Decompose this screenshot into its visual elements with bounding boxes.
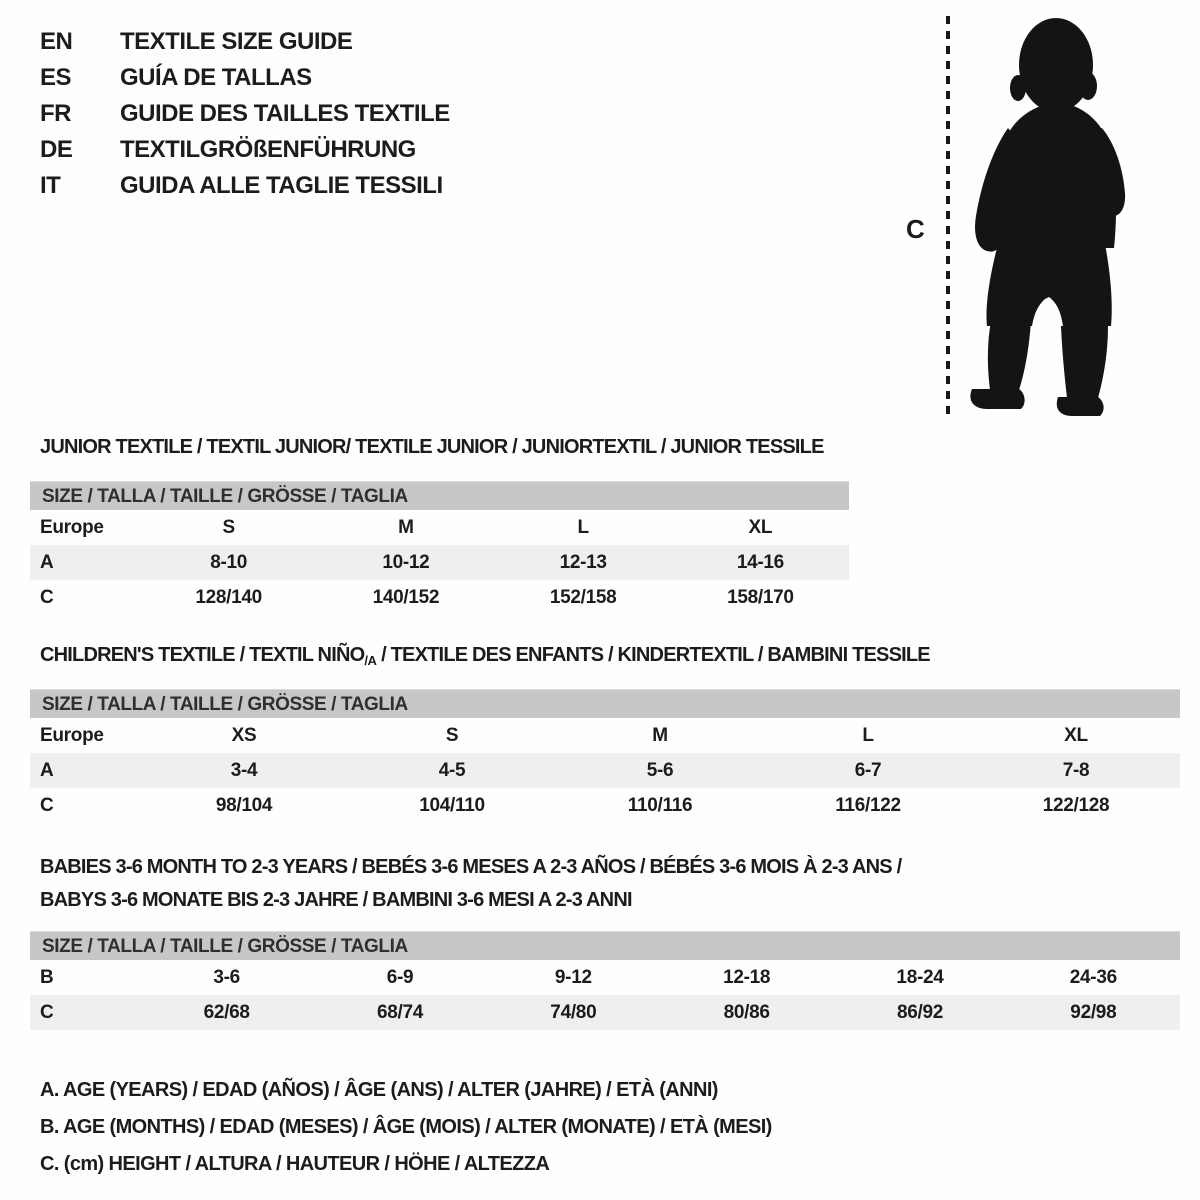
- language-title: TEXTILGRÖßENFÜHRUNG: [120, 136, 416, 163]
- table-cell: 8-10: [210, 551, 248, 573]
- table-cell: 110/116: [627, 794, 693, 816]
- height-measure-line: [946, 16, 950, 418]
- height-measure-label: C: [906, 214, 925, 244]
- row-label: Europe: [40, 516, 104, 538]
- children-size-table-grid: [30, 718, 1180, 823]
- table-cell: 128/140: [195, 586, 262, 608]
- row-label: A: [40, 551, 54, 573]
- language-title: GUIDA ALLE TAGLIE TESSILI: [120, 172, 443, 199]
- table-cell: 18-24: [896, 966, 944, 988]
- table-cell: 98/104: [215, 794, 273, 816]
- language-code: FR: [40, 100, 71, 127]
- toddler-silhouette-image: [968, 18, 1132, 417]
- row-label: B: [40, 966, 54, 988]
- table-cell: 74/80: [550, 1001, 597, 1023]
- table-row: [30, 995, 1180, 1030]
- table-cell: 4-5: [438, 759, 466, 781]
- table-cell: 158/170: [727, 586, 794, 608]
- junior-size-table-grid: [30, 510, 849, 615]
- table-cell: 5-6: [646, 759, 674, 781]
- children-title-subscript: /A: [364, 653, 377, 668]
- language-title: GUÍA DE TALLAS: [120, 64, 312, 91]
- table-cell: 12-18: [723, 966, 771, 988]
- table-cell: 9-12: [554, 966, 592, 988]
- table-row: [30, 545, 849, 580]
- table-row: [30, 580, 849, 615]
- table-cell: 12-13: [559, 551, 607, 573]
- row-label: Europe: [40, 724, 104, 746]
- babies-section-title: [40, 851, 901, 917]
- table-cell: 140/152: [372, 586, 440, 608]
- table-cell: S: [222, 516, 235, 538]
- language-code: EN: [40, 28, 73, 55]
- row-label: C: [40, 586, 54, 608]
- table-cell: XS: [231, 724, 257, 746]
- table-cell: S: [445, 724, 459, 746]
- table-cell: XL: [1064, 724, 1088, 746]
- babies-title-line2: BABYS 3-6 MONATE BIS 2-3 JAHRE / BAMBINI 3-6 MESI A 2-3 ANNI: [40, 889, 632, 911]
- table-cell: 92/98: [1070, 1001, 1117, 1023]
- language-row: [40, 66, 450, 89]
- language-code: DE: [40, 136, 73, 163]
- legend: [40, 1072, 772, 1183]
- table-cell: 122/128: [1042, 794, 1110, 816]
- table-row: [30, 960, 1180, 995]
- table-cell: 86/92: [896, 1001, 943, 1023]
- table-cell: M: [398, 516, 414, 538]
- junior-size-table: [30, 481, 849, 615]
- table-cell: 68/74: [376, 1001, 424, 1023]
- table-row: [30, 510, 849, 545]
- table-cell: 3-6: [213, 966, 240, 988]
- language-code: ES: [40, 64, 72, 91]
- table-cell: M: [652, 724, 668, 746]
- legend-line-b: B. AGE (MONTHS) / EDAD (MESES) / ÂGE (MOIS) / ALTER (MONATE) / ETÀ (MESI): [40, 1116, 772, 1138]
- children-section-title: [40, 644, 930, 672]
- children-size-table: [30, 689, 1180, 823]
- language-row: [40, 138, 450, 161]
- table-row: [30, 753, 1180, 788]
- row-label: C: [40, 794, 54, 816]
- table-cell: 62/68: [203, 1001, 250, 1023]
- table-cell: 14-16: [736, 551, 784, 573]
- language-row: [40, 102, 450, 125]
- language-code: IT: [40, 172, 61, 199]
- junior-section-title: JUNIOR TEXTILE / TEXTIL JUNIOR/ TEXTILE JUNIOR / JUNIORTEXTIL / JUNIOR TESSILE: [40, 436, 824, 458]
- language-row: [40, 174, 450, 197]
- language-title: TEXTILE SIZE GUIDE: [120, 28, 353, 55]
- table-cell: 80/86: [723, 1001, 770, 1023]
- row-label: C: [40, 1001, 54, 1023]
- legend-line-a: A. AGE (YEARS) / EDAD (AÑOS) / ÂGE (ANS) / ALTER (JAHRE) / ETÀ (ANNI): [40, 1079, 718, 1101]
- table-cell: 24-36: [1069, 966, 1117, 988]
- children-title-text: CHILDREN'S TEXTILE / TEXTIL NIÑO: [40, 644, 365, 666]
- table-row: [30, 718, 1180, 753]
- table-cell: 10-12: [382, 551, 430, 573]
- table-cell: 104/110: [419, 794, 485, 816]
- table-row: [30, 788, 1180, 823]
- legend-line-c: C. (cm) HEIGHT / ALTURA / HAUTEUR / HÖHE / ALTEZZA: [40, 1153, 550, 1175]
- table-header-band: SIZE / TALLA / TAILLE / GRÖSSE / TAGLIA: [30, 931, 1180, 960]
- table-cell: L: [577, 516, 589, 538]
- table-header-band: SIZE / TALLA / TAILLE / GRÖSSE / TAGLIA: [30, 689, 1180, 718]
- table-cell: XL: [748, 516, 773, 538]
- table-cell: 116/122: [835, 794, 901, 816]
- babies-size-table-grid: [30, 960, 1180, 1030]
- language-row: [40, 30, 450, 53]
- table-cell: 6-9: [386, 966, 414, 988]
- babies-size-table: [30, 931, 1180, 1030]
- babies-title-line1: BABIES 3-6 MONTH TO 2-3 YEARS / BEBÉS 3-6 MESES A 2-3 AÑOS / BÉBÉS 3-6 MOIS À 2-3 ANS /: [40, 856, 902, 878]
- table-cell: L: [862, 724, 874, 746]
- language-title: GUIDE DES TAILLES TEXTILE: [120, 100, 450, 127]
- language-title-list: [40, 30, 450, 210]
- table-cell: 6-7: [854, 759, 882, 781]
- table-cell: 152/158: [549, 586, 617, 608]
- table-cell: 7-8: [1062, 759, 1090, 781]
- table-cell: 3-4: [230, 759, 258, 781]
- row-label: A: [40, 759, 54, 781]
- children-title-text: / TEXTILE DES ENFANTS / KINDERTEXTIL / BAMBINI TESSILE: [376, 644, 930, 666]
- table-header-band: SIZE / TALLA / TAILLE / GRÖSSE / TAGLIA: [30, 481, 849, 510]
